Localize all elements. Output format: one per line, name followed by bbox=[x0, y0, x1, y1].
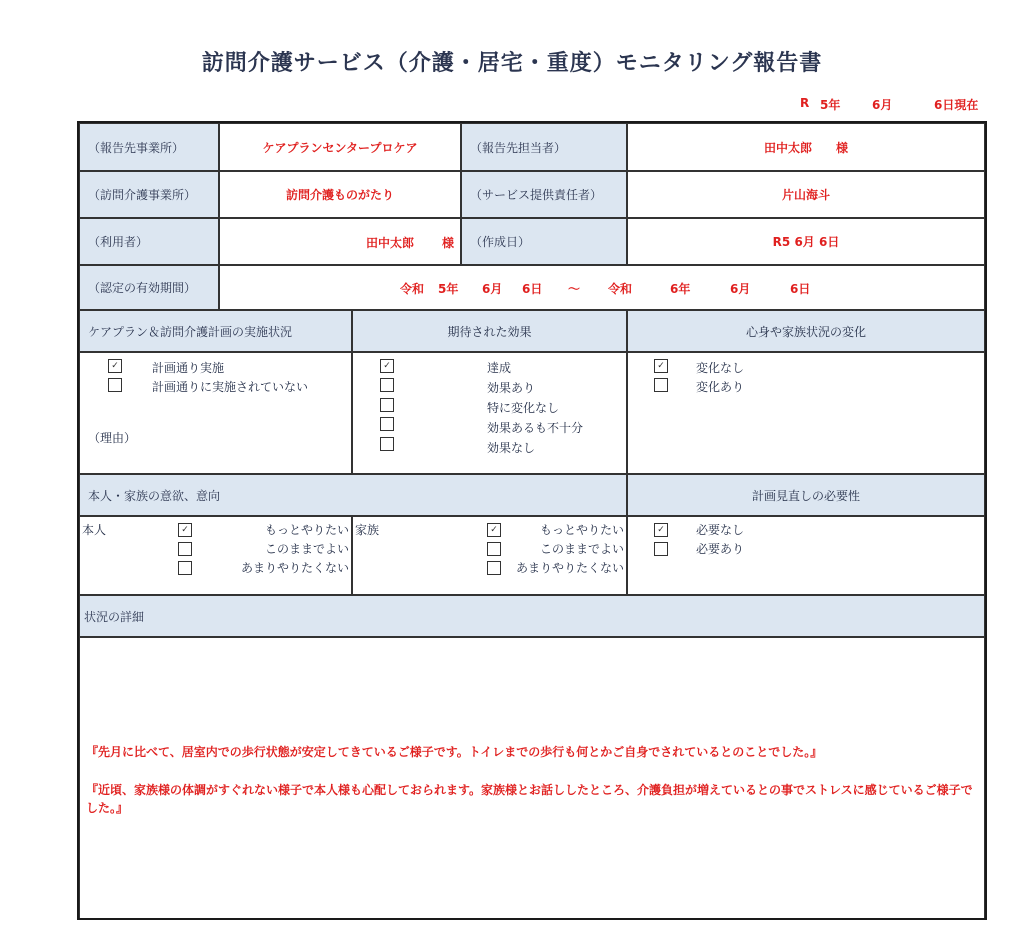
details-paragraph-1: 『先月に比べて、居室内での歩行状態が安定してきているご様子です。トイレまでの歩行も何とかご自身でされているとのことでした。』 bbox=[86, 745, 823, 759]
review-body bbox=[627, 516, 985, 595]
change-option-checkbox-1[interactable] bbox=[654, 378, 668, 392]
report-to-person-value: 田中太郎 様 bbox=[627, 123, 985, 171]
user-label: （利用者） bbox=[79, 218, 219, 265]
created-label: （作成日） bbox=[461, 218, 627, 265]
self-option-checkbox-2[interactable] bbox=[178, 561, 192, 575]
review-header: 計画見直しの必要性 bbox=[627, 474, 985, 516]
report-to-person-label: （報告先担当者） bbox=[461, 123, 627, 171]
validity-month1: 6月 bbox=[482, 282, 503, 296]
effect-option-checkbox-2[interactable] bbox=[380, 398, 394, 412]
user-value: 田中太郎 bbox=[366, 236, 415, 250]
self-option-checkbox-0[interactable]: ✓ bbox=[178, 523, 192, 537]
report-date-year: 5年 bbox=[820, 98, 841, 112]
details-paragraph-2: 『近頃、家族様の体調がすぐれない様子で本人様も心配しておられます。家族様とお話ししたところ、介護負担が増えているとの事でストレスに感じているご様子でした。』 bbox=[86, 783, 973, 815]
effect-option-label-0: 達成 bbox=[487, 361, 512, 375]
plan-option-checkbox-1[interactable] bbox=[108, 378, 122, 392]
self-option-label-1: このままでよい bbox=[264, 542, 349, 556]
effect-option-checkbox-1[interactable] bbox=[380, 378, 394, 392]
report-to-office-label: （報告先事業所） bbox=[79, 123, 219, 171]
user-honorific: 様 bbox=[442, 236, 455, 250]
family-option-checkbox-0[interactable]: ✓ bbox=[487, 523, 501, 537]
review-option-label-1: 必要あり bbox=[696, 542, 745, 556]
family-option-label-1: このままでよい bbox=[539, 542, 624, 556]
plan-status-header: ケアプラン＆訪問介護計画の実施状況 bbox=[79, 310, 352, 352]
report-date-month: 6月 bbox=[872, 98, 893, 112]
details-body bbox=[79, 637, 985, 918]
plan-option-checkbox-0[interactable]: ✓ bbox=[108, 359, 122, 373]
effect-option-checkbox-3[interactable] bbox=[380, 417, 394, 431]
validity-day2: 6日 bbox=[790, 282, 811, 296]
family-option-checkbox-2[interactable] bbox=[487, 561, 501, 575]
effect-option-label-3: 効果あるも不十分 bbox=[487, 421, 584, 435]
family-option-label-2: あまりやりたくない bbox=[515, 561, 624, 575]
effect-option-label-4: 効果なし bbox=[487, 441, 536, 455]
family-option-checkbox-1[interactable] bbox=[487, 542, 501, 556]
service-manager-value: 片山海斗 bbox=[627, 171, 985, 218]
change-header: 心身や家族状況の変化 bbox=[627, 310, 985, 352]
reason-label: （理由） bbox=[88, 431, 137, 445]
validity-year1: 5年 bbox=[438, 282, 459, 296]
family-option-label-0: もっとやりたい bbox=[539, 523, 624, 537]
validity-era2: 令和 bbox=[608, 282, 633, 296]
validity-day1: 6日 bbox=[522, 282, 543, 296]
effect-option-label-2: 特に変化なし bbox=[487, 401, 560, 415]
validity-month2: 6月 bbox=[730, 282, 751, 296]
report-sheet bbox=[77, 121, 987, 920]
plan-option-label-1: 計画通りに実施されていない bbox=[152, 380, 309, 394]
change-option-label-1: 変化あり bbox=[696, 380, 745, 394]
effect-option-checkbox-4[interactable] bbox=[380, 437, 394, 451]
family-will-body bbox=[352, 516, 627, 595]
plan-status-body bbox=[79, 352, 352, 474]
review-option-checkbox-0[interactable]: ✓ bbox=[654, 523, 668, 537]
report-date-day: 6日現在 bbox=[934, 98, 979, 112]
report-date-era: R bbox=[800, 96, 810, 110]
validity-tilde: 〜 bbox=[568, 282, 581, 296]
self-option-label-0: もっとやりたい bbox=[264, 523, 349, 537]
effect-option-checkbox-0[interactable]: ✓ bbox=[380, 359, 394, 373]
review-option-label-0: 必要なし bbox=[696, 523, 745, 537]
validity-era1: 令和 bbox=[400, 282, 425, 296]
validity-label: （認定の有効期間） bbox=[79, 265, 219, 310]
review-option-checkbox-1[interactable] bbox=[654, 542, 668, 556]
plan-option-label-0: 計画通り実施 bbox=[152, 361, 225, 375]
self-option-label-2: あまりやりたくない bbox=[240, 561, 349, 575]
validity-year2: 6年 bbox=[670, 282, 691, 296]
visit-office-label: （訪問介護事業所） bbox=[79, 171, 219, 218]
self-label: 本人 bbox=[82, 523, 107, 537]
user-value-cell bbox=[219, 218, 461, 265]
family-label: 家族 bbox=[355, 523, 380, 537]
report-to-office-value: ケアプランセンタープロケア bbox=[219, 123, 461, 171]
details-header: 状況の詳細 bbox=[79, 595, 985, 637]
will-header: 本人・家族の意欲、意向 bbox=[79, 474, 627, 516]
change-option-checkbox-0[interactable]: ✓ bbox=[654, 359, 668, 373]
expected-effect-header: 期待された効果 bbox=[352, 310, 627, 352]
page-title: 訪問介護サービス（介護・居宅・重度）モニタリング報告書 bbox=[201, 51, 823, 76]
self-option-checkbox-1[interactable] bbox=[178, 542, 192, 556]
created-value: R5 6月 6日 bbox=[627, 218, 985, 265]
visit-office-value: 訪問介護ものがたり bbox=[219, 171, 461, 218]
expected-effect-body bbox=[352, 352, 627, 474]
effect-option-label-1: 効果あり bbox=[487, 381, 536, 395]
change-body bbox=[627, 352, 985, 474]
self-will-body bbox=[79, 516, 352, 595]
validity-value-cell bbox=[219, 265, 985, 310]
service-manager-label: （サービス提供責任者） bbox=[461, 171, 627, 218]
change-option-label-0: 変化なし bbox=[696, 361, 745, 375]
